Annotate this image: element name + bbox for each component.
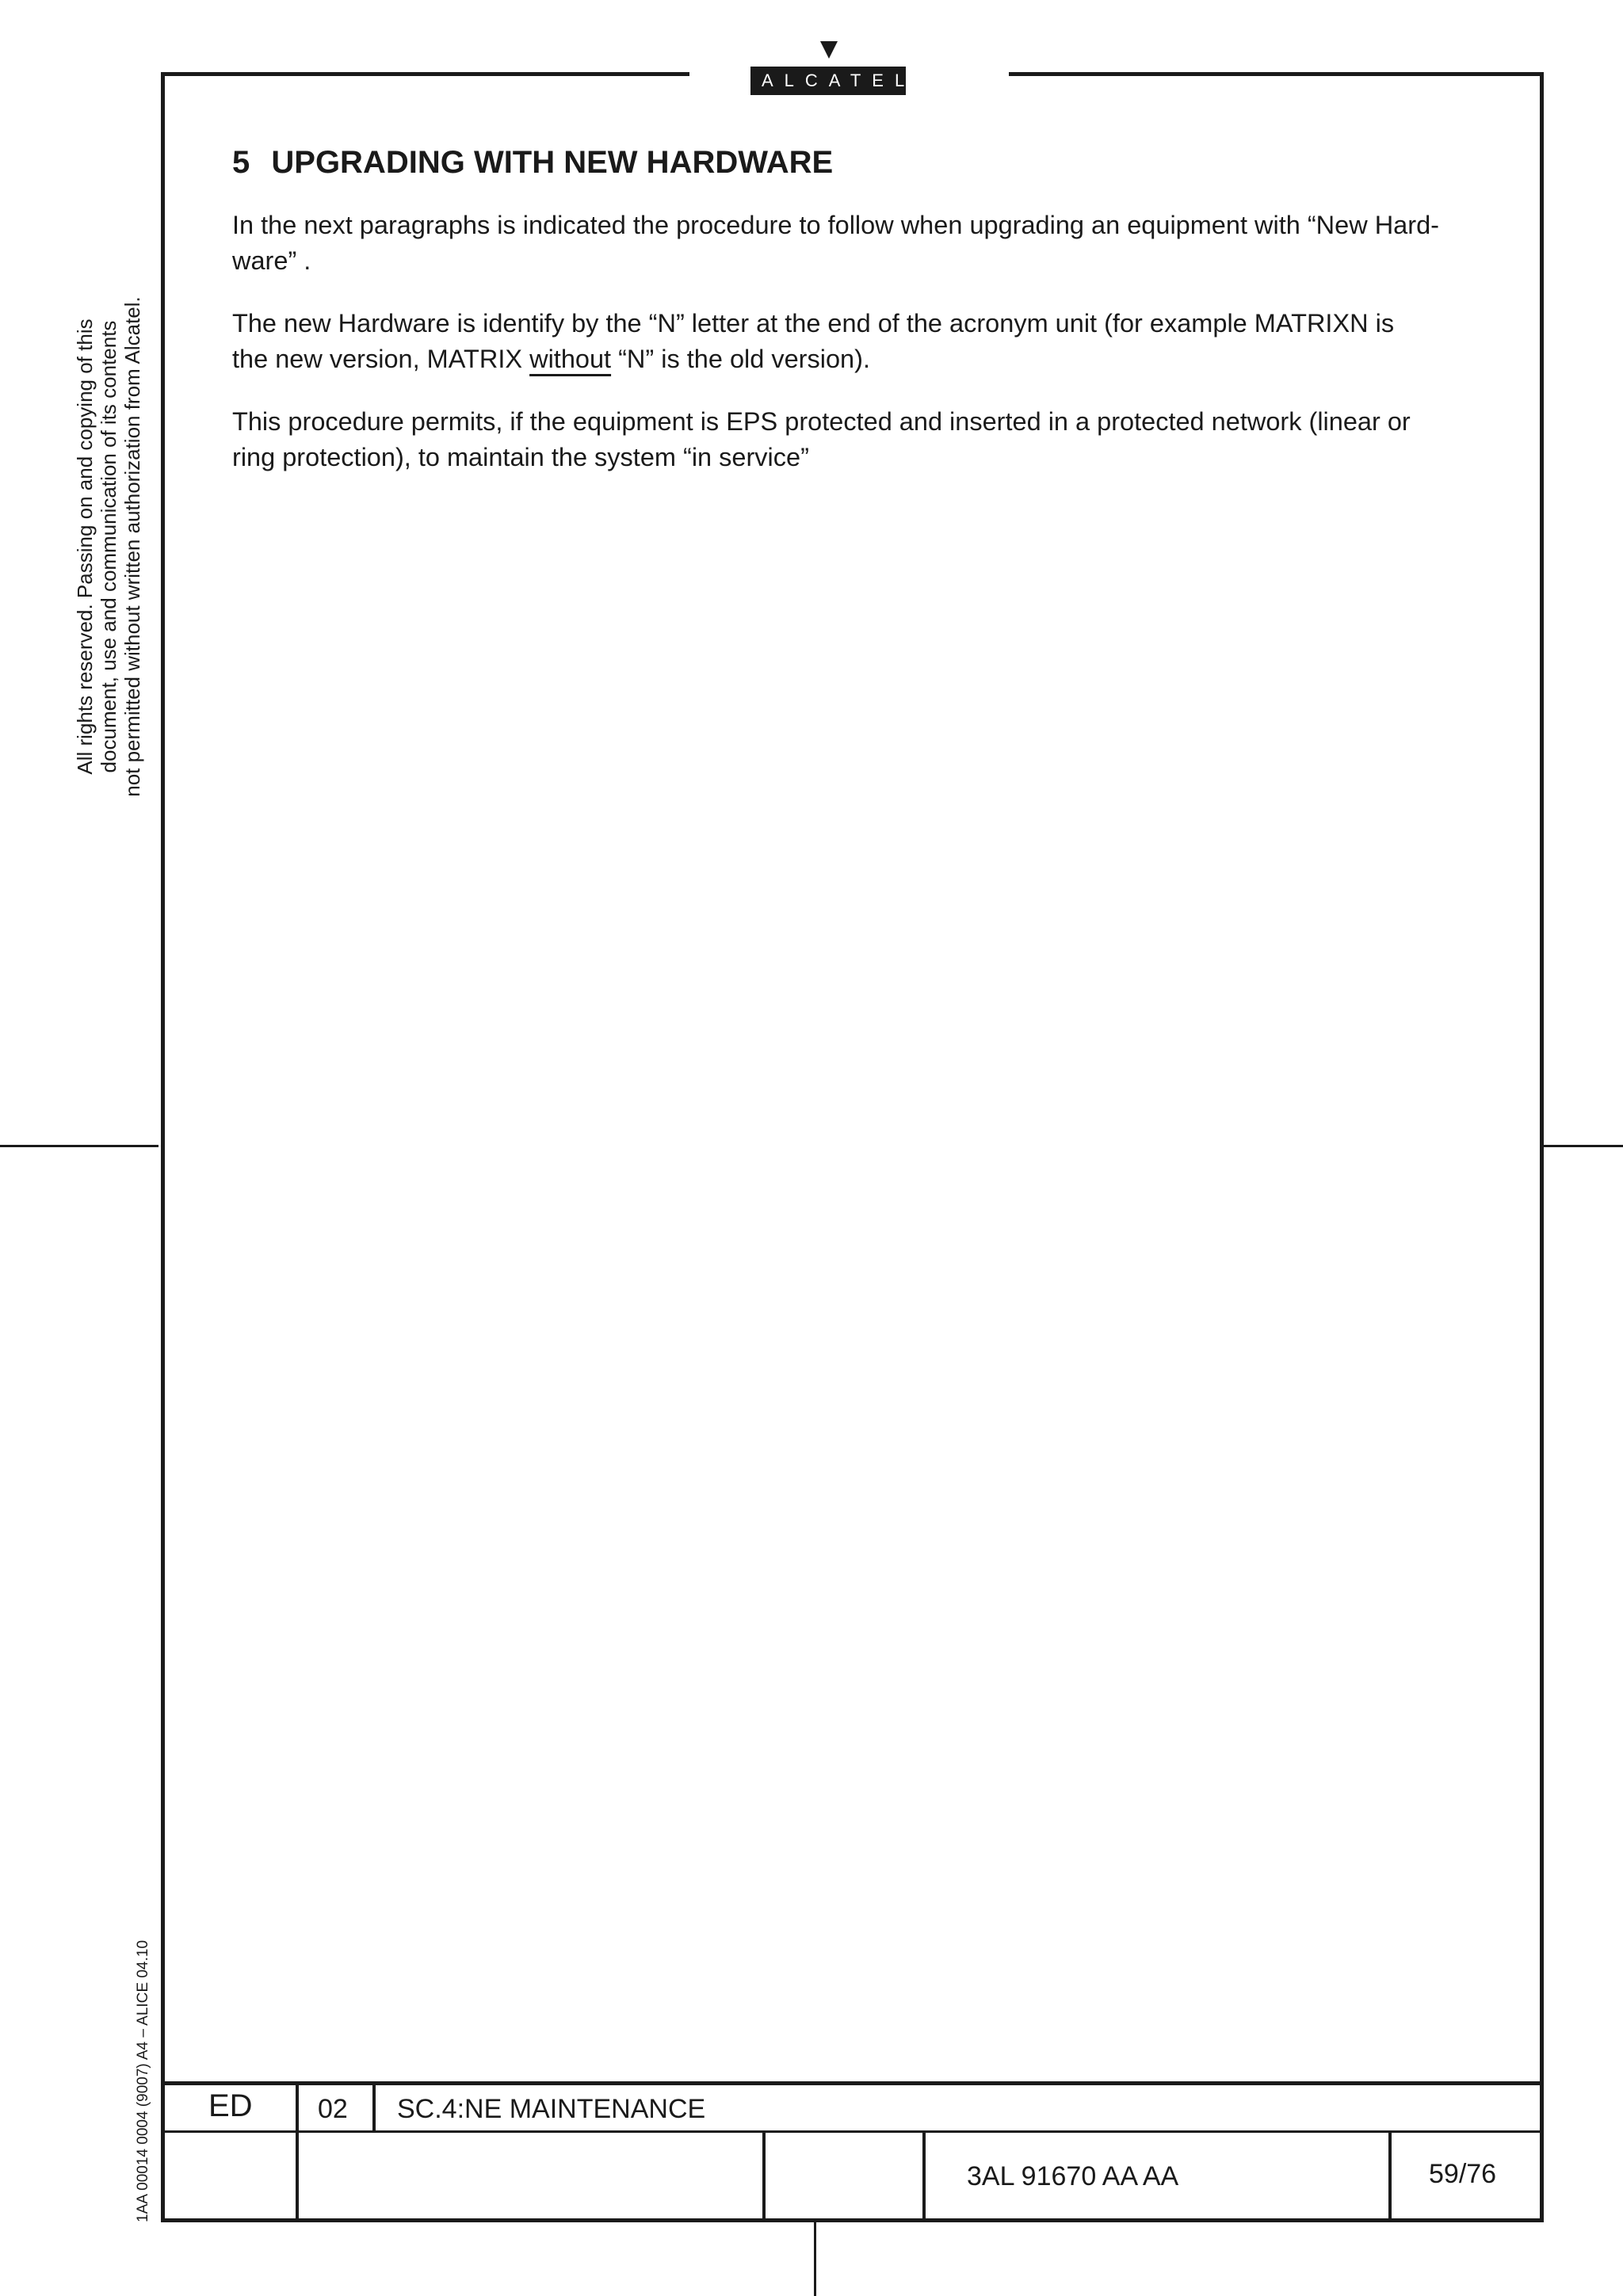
frame-top-right-border	[1009, 72, 1544, 76]
copyright-line-2: document, use and communication of its contents	[97, 320, 120, 773]
underlined-word: without	[529, 345, 612, 373]
paragraph-1	[232, 208, 1484, 279]
copyright-line-3: not permitted without written authorization from Alcatel.	[120, 296, 144, 797]
paragraph-3-line-1: This procedure permits, if the equipment is EPS protected and inserted in a protected network (linear or	[232, 407, 1411, 436]
fold-mark-left	[0, 1145, 158, 1147]
copyright-line-1: All rights reserved. Passing on and copying of this	[73, 318, 97, 775]
footer-page-number: 59/76	[1429, 2159, 1497, 2189]
frame-left-border	[161, 72, 165, 2222]
footer-divider-4	[922, 2130, 926, 2222]
section-title: UPGRADING WITH NEW HARDWARE	[271, 145, 834, 180]
footer-edition: 02	[318, 2094, 348, 2124]
footer-divider-3	[762, 2130, 766, 2222]
paragraph-2-line-2-post: “N” is the old version).	[611, 345, 870, 373]
footer-divider-5	[1388, 2130, 1392, 2222]
paragraph-2	[232, 306, 1484, 377]
page-content	[232, 145, 1484, 502]
paragraph-2-line-1: The new Hardware is identify by the “N” letter at the end of the acronym unit (for example MATRIXN is	[232, 309, 1395, 338]
footer-section-title: SC.4:NE MAINTENANCE	[397, 2094, 706, 2124]
footer-divider-edition	[372, 2081, 376, 2133]
form-code: 1AA 00014 0004 (9007) A4 – ALICE 04.10	[135, 1939, 151, 2222]
frame-right-border	[1540, 72, 1544, 2222]
footer-bottom-rule	[161, 2218, 1544, 2222]
fold-mark-right	[1544, 1145, 1623, 1147]
paragraph-3-line-2: ring protection), to maintain the system “in service”	[232, 443, 809, 471]
paragraph-1-line-1: In the next paragraphs is indicated the procedure to follow when upgrading an equipment with “New Hard-	[232, 211, 1439, 239]
footer-divider-ed	[296, 2081, 299, 2222]
fold-mark-bottom	[814, 2222, 816, 2296]
frame-top-left-border	[161, 72, 689, 76]
footer-middle-rule	[161, 2130, 1544, 2133]
paragraph-3	[232, 404, 1484, 475]
footer-document-code: 3AL 91670 AA AA	[967, 2161, 1179, 2191]
footer-ed-label: ED	[208, 2088, 253, 2123]
alcatel-logo	[750, 41, 916, 95]
paragraph-1-line-2: ware” .	[232, 246, 311, 275]
section-number: 5	[232, 145, 250, 180]
copyright-notice	[73, 269, 144, 824]
logo-arrow-icon	[820, 41, 838, 59]
footer-title-block	[161, 2081, 1544, 2222]
footer-top-rule	[161, 2081, 1544, 2085]
paragraph-2-line-2	[232, 341, 1484, 377]
logo-wordmark: ALCATEL	[750, 67, 906, 95]
paragraph-2-line-2-pre: the new version, MATRIX	[232, 345, 530, 373]
section-heading	[232, 145, 1484, 181]
